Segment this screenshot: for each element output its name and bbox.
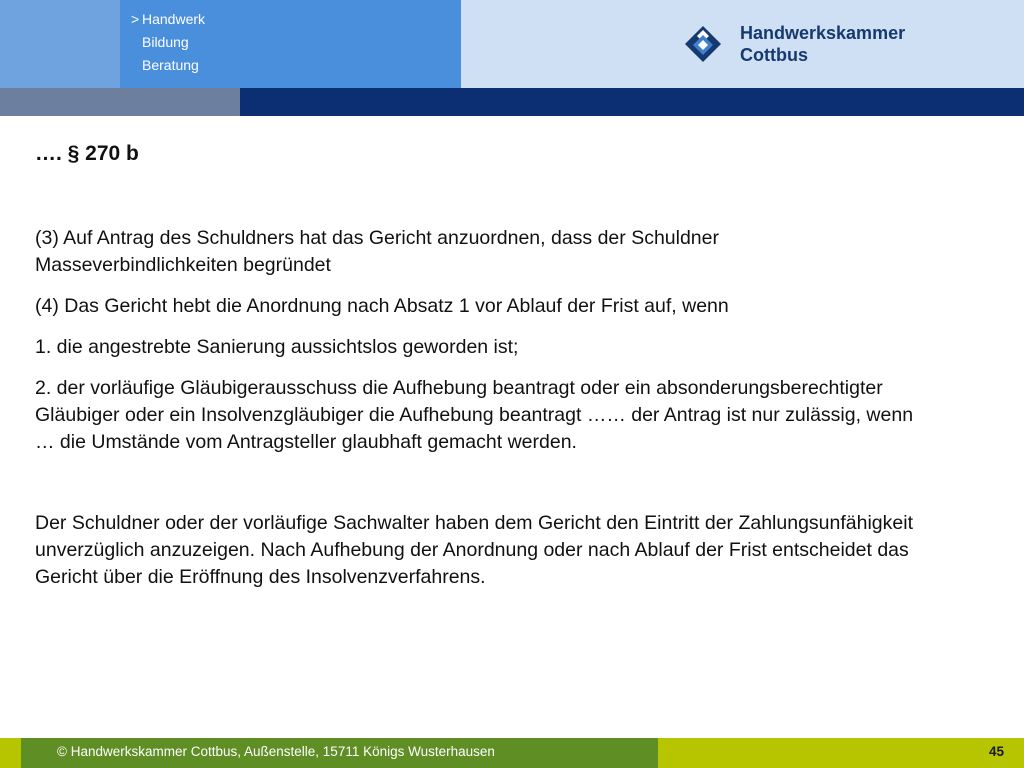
tagline-item bbox=[142, 54, 205, 77]
header-band-accent bbox=[0, 88, 240, 116]
page-number: 45 bbox=[988, 744, 1004, 759]
org-name-line2: Cottbus bbox=[740, 45, 808, 65]
list-item-1: 1. die angestrebte Sanierung aussichtslos geworden ist; bbox=[35, 336, 519, 358]
tagline-handwerk: Handwerk bbox=[142, 11, 206, 27]
paragraph-anzeigepflicht: Der Schuldner oder der vorläufige Sachwalter haben dem Gericht den Eintritt der Zahlungsunfähigkeit unverzüglich anzuzeigen. Nach Aufhebung der Anordnung oder nach Ablauf der Frist entscheidet das Gericht über die Eröffnung des Insolvenzverfahrens. bbox=[35, 512, 913, 588]
tagline-item bbox=[131, 8, 206, 31]
tagline-bildung: Bildung bbox=[142, 34, 189, 50]
slide-content bbox=[35, 140, 915, 605]
spacer bbox=[35, 470, 915, 510]
org-name-line1: Handwerkskammer bbox=[740, 23, 906, 43]
tagline bbox=[131, 8, 206, 77]
footer-copyright: © Handwerkskammer Cottbus, Außenstelle, 15711 Königs Wusterhausen bbox=[57, 744, 495, 759]
footer-bar bbox=[0, 738, 1024, 768]
hwk-logo-icon bbox=[684, 25, 722, 63]
tagline-item bbox=[142, 31, 205, 54]
paragraph-absatz-4: (4) Das Gericht hebt die Anordnung nach Absatz 1 vor Ablauf der Frist auf, wenn bbox=[35, 295, 729, 317]
header-accent-block bbox=[0, 0, 120, 88]
tagline-beratung: Beratung bbox=[142, 57, 199, 73]
footer-copyright-block bbox=[21, 738, 658, 768]
list-item-2: 2. der vorläufige Gläubigerausschuss die Aufhebung beantragt oder ein absonderungsberechtigter Gläubiger oder ein Insolvenzgläubiger die Aufhebung beantragt …… der Antrag ist nur zulässig, wenn … die Umstände vom Antragsteller glaubhaft gemacht werden. bbox=[35, 377, 914, 453]
org-logo bbox=[684, 22, 924, 66]
slide-title: …. § 270 b bbox=[35, 142, 139, 165]
org-name bbox=[740, 22, 905, 66]
tagline-marker: > bbox=[131, 11, 140, 27]
paragraph-absatz-3: (3) Auf Antrag des Schuldners hat das Gericht anzuordnen, dass der Schuldner Masseverbindlichkeiten begründet bbox=[35, 227, 719, 276]
